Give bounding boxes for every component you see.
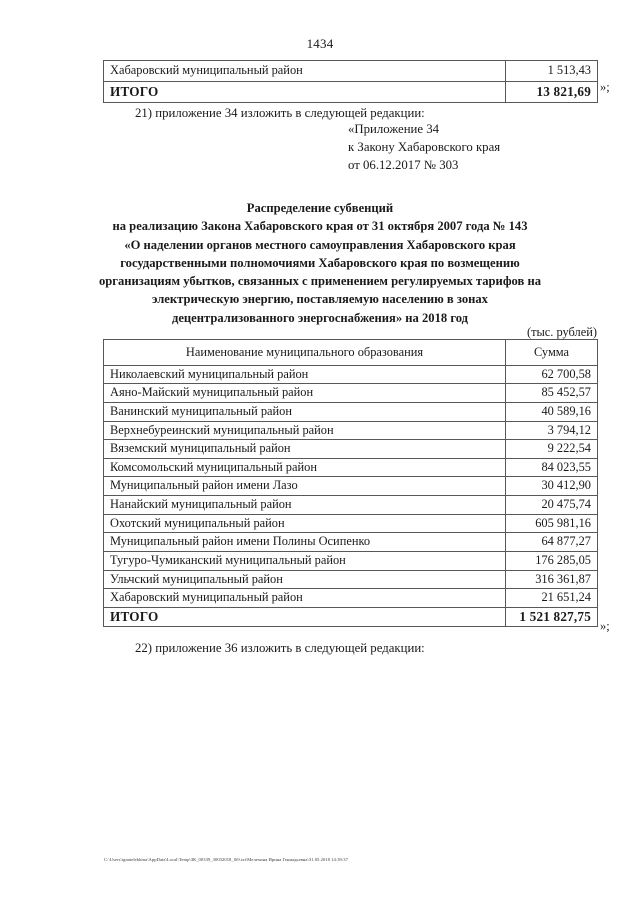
table-cell-sum: 9 222,54 — [506, 440, 598, 459]
table-cell-sum: 30 412,90 — [506, 477, 598, 496]
title-line-2: на реализацию Закона Хабаровского края от 31 октября 2007 года № 143 — [112, 219, 528, 234]
table-cell-name: Ульчский муниципальный район — [104, 570, 506, 589]
appendix-reference-line-3: от 06.12.2017 № 303 — [348, 158, 459, 173]
table-row — [104, 458, 598, 477]
table-cell-name: Комсомольский муниципальный район — [104, 458, 506, 477]
continuation-table — [103, 60, 598, 103]
table-row — [104, 61, 598, 82]
appendix-reference-line-2: к Закону Хабаровского края — [348, 140, 501, 155]
column-header-name: Наименование муниципального образования — [104, 340, 506, 366]
subvention-table — [103, 339, 598, 627]
closing-quote-main: »; — [600, 619, 610, 633]
table-header-row — [104, 340, 598, 366]
table-total-label: ИТОГО — [104, 607, 506, 627]
table-cell-name: Хабаровский муниципальный район — [104, 61, 506, 82]
column-header-sum: Сумма — [506, 340, 598, 366]
table-row — [104, 477, 598, 496]
table-cell-sum: 21 651,24 — [506, 589, 598, 608]
title-line-3: «О наделении органов местного самоуправления Хабаровского края — [124, 237, 516, 252]
subvention-table-body — [104, 340, 598, 627]
units-note: (тыс. рублей) — [526, 325, 597, 339]
table-total-sum: 1 521 827,75 — [506, 607, 598, 627]
table-cell-name: Хабаровский муниципальный район — [104, 589, 506, 608]
clause-21-text: 21) приложение 34 изложить в следующей редакции: — [135, 106, 425, 120]
table-cell-sum: 40 589,16 — [506, 402, 598, 421]
table-row — [104, 496, 598, 515]
appendix-reference — [348, 120, 500, 174]
table-cell-sum: 62 700,58 — [506, 365, 598, 384]
table-cell-name: Муниципальный район имени Полины Осипенко — [104, 533, 506, 552]
table-row — [104, 589, 598, 608]
appendix-reference-line-1: «Приложение 34 — [348, 122, 440, 136]
table-row — [104, 384, 598, 403]
table-cell-sum: 20 475,74 — [506, 496, 598, 515]
title-line-6: электрическую энергию, поставляемую населению в зонах — [152, 292, 488, 307]
table-cell-name: Аяно-Майский муниципальный район — [104, 384, 506, 403]
document-title — [70, 199, 570, 327]
table-total-sum: 13 821,69 — [506, 82, 598, 103]
table-cell-sum: 85 452,57 — [506, 384, 598, 403]
table-row — [104, 551, 598, 570]
table-cell-sum: 605 981,16 — [506, 514, 598, 533]
table-total-label: ИТОГО — [104, 82, 506, 103]
table-cell-sum: 64 877,27 — [506, 533, 598, 552]
footer-file-path: C:\Users\ignatelekhina\AppData\Local\Temp\ЗК_00339_30032018_0t9.txt\Мелехина Ирина Геннадьевна\31.05.2018 14:39:37 — [104, 857, 348, 862]
table-cell-name: Муниципальный район имени Лазо — [104, 477, 506, 496]
title-line-7: децентрализованного энергоснабжения» на 2018 год — [171, 310, 469, 325]
table-row — [104, 402, 598, 421]
page-number: 1434 — [306, 36, 334, 51]
table-row — [104, 514, 598, 533]
table-cell-sum: 3 794,12 — [506, 421, 598, 440]
table-cell-name: Нанайский муниципальный район — [104, 496, 506, 515]
title-line-5: организациям убытков, связанных с применением регулируемых тарифов на — [98, 274, 542, 288]
table-cell-sum: 84 023,55 — [506, 458, 598, 477]
table-row — [104, 533, 598, 552]
table-cell-sum: 1 513,43 — [506, 61, 598, 82]
table-cell-name: Верхнебуреинский муниципальный район — [104, 421, 506, 440]
continuation-table-body — [104, 61, 598, 103]
table-cell-name: Охотский муниципальный район — [104, 514, 506, 533]
table-row — [104, 421, 598, 440]
table-cell-name: Николаевский муниципальный район — [104, 365, 506, 384]
clause-22-text: 22) приложение 36 изложить в следующей редакции: — [135, 641, 425, 655]
table-total-row — [104, 607, 598, 627]
title-line-4: государственными полномочиями Хабаровского края по возмещению — [120, 255, 520, 270]
table-cell-name: Вяземский муниципальный район — [104, 440, 506, 459]
closing-quote-top: »; — [600, 80, 610, 94]
table-cell-sum: 176 285,05 — [506, 551, 598, 570]
table-row — [104, 570, 598, 589]
table-total-row — [104, 82, 598, 103]
table-cell-name: Тугуро-Чумиканский муниципальный район — [104, 551, 506, 570]
table-row — [104, 440, 598, 459]
table-cell-name: Ванинский муниципальный район — [104, 402, 506, 421]
title-line-1: Распределение субвенций — [246, 201, 394, 215]
table-cell-sum: 316 361,87 — [506, 570, 598, 589]
table-row — [104, 365, 598, 384]
